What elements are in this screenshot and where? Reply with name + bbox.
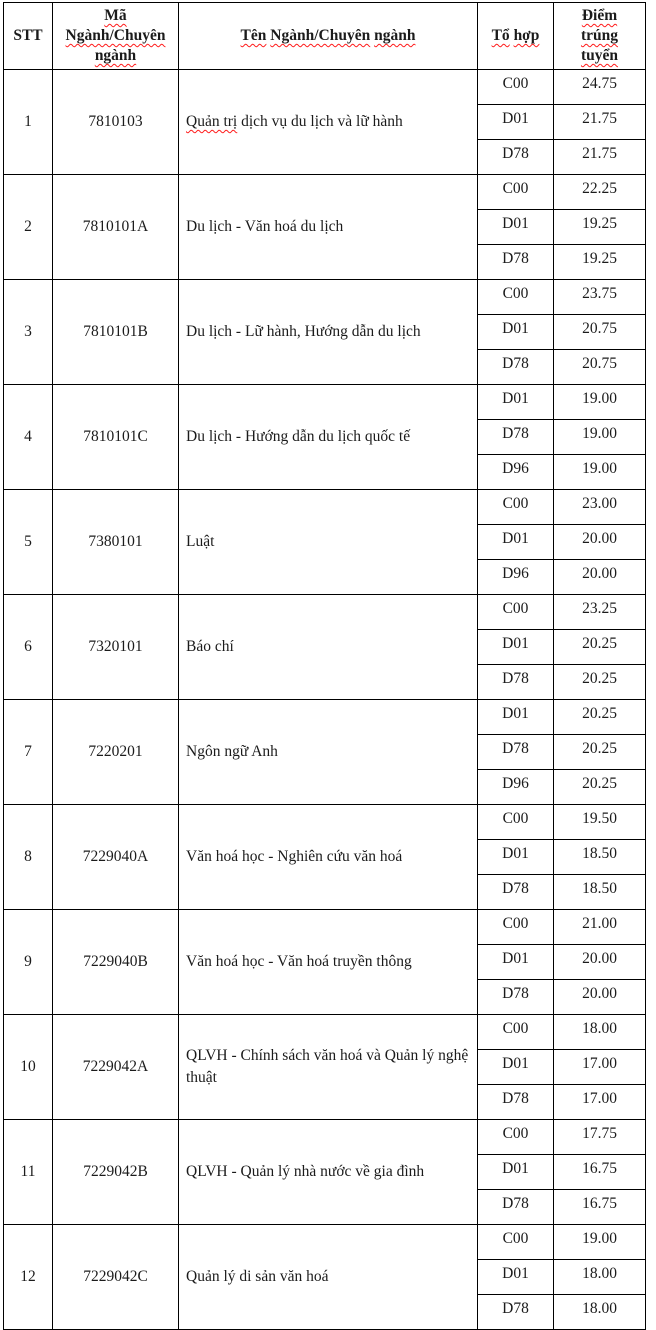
header-stt xyxy=(4,3,53,70)
combo-cell: C00 xyxy=(478,805,554,840)
combo-cell: C00 xyxy=(478,70,554,105)
major-name-cell xyxy=(179,70,478,175)
header-ma-nganh xyxy=(53,3,179,70)
major-name-cell xyxy=(179,700,478,805)
combo-cell: D78 xyxy=(478,875,554,910)
combo-cell: D78 xyxy=(478,1190,554,1225)
combo-cell: D01 xyxy=(478,700,554,735)
combo-cell: D96 xyxy=(478,770,554,805)
combo-cell: D01 xyxy=(478,1050,554,1085)
combo-cell: D78 xyxy=(478,420,554,455)
stt-cell: 1 xyxy=(4,70,53,175)
combo-cell: D78 xyxy=(478,980,554,1015)
major-name-text: Quản lý di sản văn hoá xyxy=(186,1268,329,1285)
header-word: Ngành/Chuyên xyxy=(270,27,371,44)
header-ten-nganh-label xyxy=(241,26,416,46)
score-cell: 20.25 xyxy=(554,735,646,770)
score-cell: 23.25 xyxy=(554,595,646,630)
header-word: hợp xyxy=(513,27,540,44)
stt-cell: 9 xyxy=(4,910,53,1015)
combo-cell: D01 xyxy=(478,385,554,420)
score-cell: 19.00 xyxy=(554,1225,646,1260)
header-word: ngành xyxy=(94,47,137,64)
header-word: Tổ xyxy=(491,27,510,44)
major-name-cell xyxy=(179,490,478,595)
header-word: Ngành/Chuyên xyxy=(65,27,166,44)
header-to-hop xyxy=(478,3,554,70)
major-name-text: Du lịch - Văn hoá du lịch xyxy=(186,218,344,235)
major-code-cell: 7229040B xyxy=(53,910,179,1015)
stt-cell: 3 xyxy=(4,280,53,385)
score-cell: 20.25 xyxy=(554,700,646,735)
combo-cell: C00 xyxy=(478,910,554,945)
score-cell: 16.75 xyxy=(554,1190,646,1225)
major-code-cell: 7810101C xyxy=(53,385,179,490)
major-name-cell xyxy=(179,1225,478,1330)
table-header xyxy=(4,3,646,70)
combo-cell: D96 xyxy=(478,560,554,595)
combo-cell: D01 xyxy=(478,840,554,875)
header-word: ngành xyxy=(374,27,416,44)
major-name-cell xyxy=(179,385,478,490)
major-row-group-start xyxy=(4,595,646,630)
admission-score-table xyxy=(3,2,646,1330)
major-name-text: Du lịch - Hướng dẫn du lịch quốc tế xyxy=(186,428,411,445)
stt-cell: 2 xyxy=(4,175,53,280)
major-code-cell: 7320101 xyxy=(53,595,179,700)
score-cell: 23.75 xyxy=(554,280,646,315)
major-name-cell xyxy=(179,910,478,1015)
score-cell: 18.50 xyxy=(554,875,646,910)
major-code-cell: 7810101A xyxy=(53,175,179,280)
major-code-cell: 7229042B xyxy=(53,1120,179,1225)
score-cell: 19.25 xyxy=(554,210,646,245)
stt-cell: 8 xyxy=(4,805,53,910)
combo-cell: C00 xyxy=(478,280,554,315)
major-name-cell xyxy=(179,805,478,910)
header-diem-label xyxy=(573,6,627,66)
header-word: STT xyxy=(13,27,43,44)
combo-cell: D78 xyxy=(478,1295,554,1330)
score-cell: 21.75 xyxy=(554,140,646,175)
major-name-cell xyxy=(179,1015,478,1120)
combo-cell: D96 xyxy=(478,455,554,490)
major-name-text: Ngôn ngữ Anh xyxy=(186,743,278,760)
combo-cell: D01 xyxy=(478,210,554,245)
score-cell: 19.00 xyxy=(554,455,646,490)
header-word: Mã xyxy=(104,7,127,24)
combo-cell: D78 xyxy=(478,1085,554,1120)
major-code-cell: 7220201 xyxy=(53,700,179,805)
score-cell: 19.00 xyxy=(554,420,646,455)
header-to-hop-label xyxy=(492,26,540,46)
score-cell: 20.00 xyxy=(554,560,646,595)
score-cell: 21.00 xyxy=(554,910,646,945)
score-cell: 19.00 xyxy=(554,385,646,420)
major-row-group-start xyxy=(4,1015,646,1050)
major-name-text: QLVH - Chính sách văn hoá và Quản lý nghệ thuật xyxy=(186,1047,469,1086)
score-cell: 23.00 xyxy=(554,490,646,525)
score-cell: 22.25 xyxy=(554,175,646,210)
major-code-cell: 7229040A xyxy=(53,805,179,910)
major-name-text: Văn hoá học - Nghiên cứu văn hoá xyxy=(186,848,403,865)
major-row-group-start xyxy=(4,805,646,840)
combo-cell: C00 xyxy=(478,1120,554,1155)
score-cell: 19.50 xyxy=(554,805,646,840)
score-cell: 24.75 xyxy=(554,70,646,105)
score-cell: 18.50 xyxy=(554,840,646,875)
score-cell: 20.75 xyxy=(554,315,646,350)
stt-cell: 6 xyxy=(4,595,53,700)
header-ten-nganh xyxy=(179,3,478,70)
combo-cell: D01 xyxy=(478,525,554,560)
major-name-cell xyxy=(179,280,478,385)
score-cell: 18.00 xyxy=(554,1260,646,1295)
major-row-group-start xyxy=(4,910,646,945)
score-cell: 18.00 xyxy=(554,1015,646,1050)
combo-cell: C00 xyxy=(478,175,554,210)
table-body xyxy=(4,70,646,1330)
major-name-text: Văn hoá học - Văn hoá truyền thông xyxy=(186,953,412,970)
major-code-cell: 7810103 xyxy=(53,70,179,175)
major-code-cell: 7810101B xyxy=(53,280,179,385)
combo-cell: C00 xyxy=(478,1225,554,1260)
score-cell: 20.25 xyxy=(554,665,646,700)
stt-cell: 5 xyxy=(4,490,53,595)
header-word: Điểm xyxy=(581,7,618,24)
major-row-group-start xyxy=(4,700,646,735)
combo-cell: D01 xyxy=(478,315,554,350)
score-cell: 20.75 xyxy=(554,350,646,385)
score-cell: 21.75 xyxy=(554,105,646,140)
stt-cell: 10 xyxy=(4,1015,53,1120)
combo-cell: D78 xyxy=(478,735,554,770)
header-stt-label xyxy=(13,26,42,46)
major-name-text: QLVH - Quản lý nhà nước về gia đình xyxy=(186,1163,425,1180)
header-word: tuyển xyxy=(580,47,619,64)
combo-cell: D01 xyxy=(478,630,554,665)
major-name-text: Luật xyxy=(186,533,215,550)
combo-cell: D78 xyxy=(478,665,554,700)
combo-cell: C00 xyxy=(478,595,554,630)
major-code-cell: 7229042C xyxy=(53,1225,179,1330)
major-row-group-start xyxy=(4,490,646,525)
major-name-text: dịch vụ du lịch và lữ hành xyxy=(237,113,403,130)
stt-cell: 4 xyxy=(4,385,53,490)
header-word: Tên xyxy=(240,27,267,44)
misspelled-text: Quản trị xyxy=(186,113,238,130)
stt-cell: 7 xyxy=(4,700,53,805)
score-cell: 20.00 xyxy=(554,525,646,560)
major-row-group-start xyxy=(4,175,646,210)
major-name-cell xyxy=(179,595,478,700)
combo-cell: D01 xyxy=(478,105,554,140)
score-cell: 20.00 xyxy=(554,980,646,1015)
major-row-group-start xyxy=(4,280,646,315)
header-ma-nganh-label xyxy=(60,6,172,66)
header-row xyxy=(4,3,646,70)
combo-cell: D78 xyxy=(478,350,554,385)
score-cell: 20.25 xyxy=(554,630,646,665)
header-word: trúng xyxy=(580,27,619,44)
score-cell: 19.25 xyxy=(554,245,646,280)
major-row-group-start xyxy=(4,1120,646,1155)
major-name-cell xyxy=(179,1120,478,1225)
major-name-cell xyxy=(179,175,478,280)
combo-cell: D01 xyxy=(478,1260,554,1295)
score-cell: 17.00 xyxy=(554,1050,646,1085)
score-cell: 20.00 xyxy=(554,945,646,980)
major-row-group-start xyxy=(4,1225,646,1260)
combo-cell: D78 xyxy=(478,245,554,280)
major-row-group-start xyxy=(4,385,646,420)
score-cell: 16.75 xyxy=(554,1155,646,1190)
combo-cell: D01 xyxy=(478,1155,554,1190)
score-cell: 18.00 xyxy=(554,1295,646,1330)
combo-cell: D78 xyxy=(478,140,554,175)
stt-cell: 11 xyxy=(4,1120,53,1225)
score-cell: 20.25 xyxy=(554,770,646,805)
major-name-text: Du lịch - Lữ hành, Hướng dẫn du lịch xyxy=(186,323,421,340)
major-code-cell: 7380101 xyxy=(53,490,179,595)
stt-cell: 12 xyxy=(4,1225,53,1330)
major-name-text: Báo chí xyxy=(186,638,234,655)
combo-cell: C00 xyxy=(478,1015,554,1050)
score-cell: 17.75 xyxy=(554,1120,646,1155)
major-code-cell: 7229042A xyxy=(53,1015,179,1120)
combo-cell: D01 xyxy=(478,945,554,980)
major-row-group-start xyxy=(4,70,646,105)
combo-cell: C00 xyxy=(478,490,554,525)
header-diem-trung-tuyen xyxy=(554,3,646,70)
score-cell: 17.00 xyxy=(554,1085,646,1120)
